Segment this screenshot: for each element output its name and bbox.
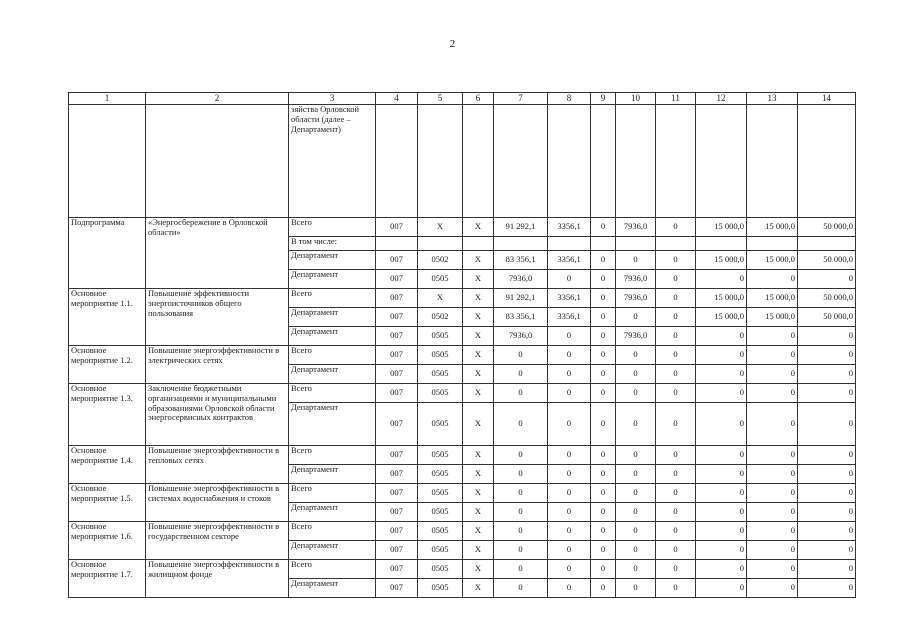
- value-cell-c5: 0505: [418, 503, 463, 522]
- value-cell-c11: [656, 237, 696, 251]
- column-header-13: 13: [747, 93, 798, 105]
- column-header-8: 8: [548, 93, 591, 105]
- activity-name: Повышение энергоэффективности в системах водоснабжения и стоков: [146, 484, 289, 522]
- value-cell-c4: 007: [376, 560, 418, 579]
- executor-cell: Всего: [289, 346, 376, 365]
- value-cell-c11: 0: [656, 365, 696, 384]
- continuation-row: [69, 105, 856, 218]
- value-cell-c10: 0: [616, 365, 656, 384]
- value-cell-c5: [418, 237, 463, 251]
- value-cell-c6: Х: [463, 465, 494, 484]
- value-cell-c8: 0: [548, 365, 591, 384]
- value-cell-c12: 0: [696, 446, 747, 465]
- value-cell-c7: 0: [494, 465, 548, 484]
- value-cell-c5: 0502: [418, 308, 463, 327]
- value-cell-c5: 0505: [418, 270, 463, 289]
- activity-name: Повышение эффективности энергоисточников общего пользования: [146, 289, 289, 346]
- value-cell-c10: 0: [616, 308, 656, 327]
- activity-type: Основное мероприятие 1.4.: [69, 446, 146, 484]
- value-cell-c11: 0: [656, 579, 696, 598]
- value-cell-c14: 0: [798, 465, 856, 484]
- value-cell-c4: 007: [376, 365, 418, 384]
- value-cell-c9: [591, 237, 616, 251]
- value-cell-c7: 0: [494, 365, 548, 384]
- continuation-empty-1: [69, 105, 146, 218]
- value-cell-c9: 0: [591, 384, 616, 403]
- value-cell-c7: 0: [494, 346, 548, 365]
- value-cell-c10: 7936,0: [616, 289, 656, 308]
- value-cell-c8: 3356,1: [548, 308, 591, 327]
- activity-type: Основное мероприятие 1.2.: [69, 346, 146, 384]
- value-cell-c13: 0: [747, 365, 798, 384]
- activity-type: Основное мероприятие 1.6.: [69, 522, 146, 560]
- value-cell-c12: 0: [696, 541, 747, 560]
- value-cell-c8: 0: [548, 384, 591, 403]
- value-cell-c11: 0: [656, 522, 696, 541]
- value-cell-c14: 0: [798, 346, 856, 365]
- table-row: [69, 484, 856, 503]
- value-cell-c9: 0: [591, 251, 616, 270]
- value-cell-c9: 0: [591, 579, 616, 598]
- value-cell-c6: Х: [463, 579, 494, 598]
- value-cell-c10: 0: [616, 384, 656, 403]
- column-header-2: 2: [146, 93, 289, 105]
- value-cell-c7: 7936,0: [494, 270, 548, 289]
- value-cell-c9: 0: [591, 560, 616, 579]
- executor-cell: Всего: [289, 560, 376, 579]
- value-cell-c9: 0: [591, 365, 616, 384]
- value-cell-c9: 0: [591, 218, 616, 237]
- executor-cell: Всего: [289, 522, 376, 541]
- column-header-14: 14: [798, 93, 856, 105]
- value-cell-c10: 0: [616, 465, 656, 484]
- value-cell-c8: 3356,1: [548, 218, 591, 237]
- header-row: [69, 93, 856, 105]
- value-cell-c7: 0: [494, 446, 548, 465]
- value-cell-c13: 0: [747, 522, 798, 541]
- value-cell-c14: 0: [798, 484, 856, 503]
- activity-type: Подпрограмма: [69, 218, 146, 289]
- value-cell-c14: 50 000,0: [798, 218, 856, 237]
- value-cell-c4: 007: [376, 503, 418, 522]
- value-cell-c12: 15 000,0: [696, 251, 747, 270]
- value-cell-c4: 007: [376, 308, 418, 327]
- value-cell-c4: 007: [376, 484, 418, 503]
- value-cell-c6: Х: [463, 308, 494, 327]
- table-row: [69, 384, 856, 403]
- executor-cell: Департамент: [289, 270, 376, 289]
- value-cell-c7: 0: [494, 560, 548, 579]
- value-cell-c9: 0: [591, 289, 616, 308]
- value-cell-c7: 91 292,1: [494, 218, 548, 237]
- executor-cell: Департамент: [289, 251, 376, 270]
- value-cell-c10: 0: [616, 522, 656, 541]
- value-cell-c13: 0: [747, 465, 798, 484]
- page-number: 2: [449, 38, 456, 50]
- value-cell-c13: 0: [747, 403, 798, 446]
- value-cell-c13: 0: [747, 327, 798, 346]
- value-cell-c12: 0: [696, 270, 747, 289]
- value-cell-c12: 0: [696, 465, 747, 484]
- value-cell-c14: 0: [798, 365, 856, 384]
- executor-cell: Всего: [289, 484, 376, 503]
- value-cell-c6: Х: [463, 365, 494, 384]
- table-row: [69, 289, 856, 308]
- value-cell-c4: 007: [376, 218, 418, 237]
- value-cell-c11: 0: [656, 560, 696, 579]
- activity-name: Повышение энергоэффективности в государственном секторе: [146, 522, 289, 560]
- value-cell-c7: 0: [494, 503, 548, 522]
- value-cell-c4: 007: [376, 251, 418, 270]
- value-cell-c12: 0: [696, 346, 747, 365]
- value-cell-c4: 007: [376, 522, 418, 541]
- value-cell-c7: 0: [494, 522, 548, 541]
- value-cell-c8: 0: [548, 327, 591, 346]
- value-cell-c5: Х: [418, 218, 463, 237]
- table-row: [69, 218, 856, 237]
- value-cell-c14: 0: [798, 327, 856, 346]
- column-header-5: 5: [418, 93, 463, 105]
- value-cell-c10: 0: [616, 560, 656, 579]
- activity-name: Повышение энергоэффективности в электрических сетях: [146, 346, 289, 384]
- value-cell-c12: 15 000,0: [696, 218, 747, 237]
- value-cell-c8: 0: [548, 522, 591, 541]
- value-cell-c13: 0: [747, 384, 798, 403]
- value-cell-c12: 0: [696, 579, 747, 598]
- continuation-text: зяйства Орловской области (далее – Департамент): [289, 105, 376, 218]
- column-header-7: 7: [494, 93, 548, 105]
- value-cell-c11: 0: [656, 308, 696, 327]
- value-cell-c11: 0: [656, 327, 696, 346]
- value-cell-c6: Х: [463, 346, 494, 365]
- value-cell-c13: 15 000,0: [747, 251, 798, 270]
- executor-cell: Департамент: [289, 308, 376, 327]
- value-cell-c5: 0505: [418, 484, 463, 503]
- value-cell-c6: Х: [463, 289, 494, 308]
- value-cell-c10: 7936,0: [616, 327, 656, 346]
- executor-cell: Всего: [289, 218, 376, 237]
- value-cell-c8: 3356,1: [548, 289, 591, 308]
- value-cell-c14: 0: [798, 384, 856, 403]
- value-cell-c4: 007: [376, 541, 418, 560]
- value-cell-c4: 007: [376, 465, 418, 484]
- column-header-11: 11: [656, 93, 696, 105]
- value-cell-c11: 0: [656, 484, 696, 503]
- value-cell-c11: 0: [656, 403, 696, 446]
- value-cell-c6: Х: [463, 503, 494, 522]
- value-cell-c8: 3356,1: [548, 251, 591, 270]
- value-cell-c6: Х: [463, 384, 494, 403]
- activity-type: Основное мероприятие 1.3.: [69, 384, 146, 446]
- value-cell-c6: Х: [463, 251, 494, 270]
- value-cell-c6: Х: [463, 446, 494, 465]
- executor-cell: Департамент: [289, 503, 376, 522]
- executor-cell: Всего: [289, 384, 376, 403]
- value-cell-c5: 0505: [418, 560, 463, 579]
- value-cell-c14: 0: [798, 541, 856, 560]
- value-cell-c14: 0: [798, 503, 856, 522]
- value-cell-c4: 007: [376, 384, 418, 403]
- value-cell-c5: 0505: [418, 446, 463, 465]
- value-cell-c9: 0: [591, 308, 616, 327]
- value-cell-c13: 15 000,0: [747, 218, 798, 237]
- value-cell-c10: 0: [616, 541, 656, 560]
- value-cell-c14: 50 000,0: [798, 251, 856, 270]
- table-row: [69, 560, 856, 579]
- value-cell-c10: 7936,0: [616, 218, 656, 237]
- value-cell-c11: 0: [656, 503, 696, 522]
- value-cell-c5: 0505: [418, 465, 463, 484]
- table-row: [69, 346, 856, 365]
- value-cell-c6: Х: [463, 541, 494, 560]
- value-cell-c12: 15 000,0: [696, 308, 747, 327]
- value-cell-c8: 0: [548, 270, 591, 289]
- value-cell-c5: 0505: [418, 541, 463, 560]
- activity-name: Повышение энергоэффективности в тепловых сетях: [146, 446, 289, 484]
- value-cell-c4: 007: [376, 403, 418, 446]
- value-cell-c11: 0: [656, 446, 696, 465]
- value-cell-c6: Х: [463, 218, 494, 237]
- value-cell-c8: 0: [548, 465, 591, 484]
- value-cell-c9: 0: [591, 327, 616, 346]
- value-cell-c11: 0: [656, 541, 696, 560]
- value-cell-c6: Х: [463, 484, 494, 503]
- value-cell-c10: 0: [616, 484, 656, 503]
- value-cell-c12: 0: [696, 384, 747, 403]
- value-cell-c7: 91 292,1: [494, 289, 548, 308]
- executor-cell: Всего: [289, 289, 376, 308]
- value-cell-c13: 0: [747, 446, 798, 465]
- value-cell-c14: 0: [798, 270, 856, 289]
- value-cell-c4: 007: [376, 346, 418, 365]
- value-cell-c10: 0: [616, 503, 656, 522]
- value-cell-c8: 0: [548, 541, 591, 560]
- activity-type: Основное мероприятие 1.1.: [69, 289, 146, 346]
- value-cell-c13: [747, 237, 798, 251]
- executor-cell: Департамент: [289, 579, 376, 598]
- value-cell-c8: [548, 237, 591, 251]
- value-cell-c4: [376, 237, 418, 251]
- value-cell-c10: 0: [616, 403, 656, 446]
- table-row: [69, 446, 856, 465]
- value-cell-c12: 0: [696, 365, 747, 384]
- value-cell-c9: 0: [591, 270, 616, 289]
- value-cell-c7: 83 356,1: [494, 308, 548, 327]
- value-cell-c10: 7936,0: [616, 270, 656, 289]
- value-cell-c14: 50 000,0: [798, 308, 856, 327]
- value-cell-c13: 0: [747, 270, 798, 289]
- value-cell-c13: 0: [747, 484, 798, 503]
- continuation-empty-2: [146, 105, 289, 218]
- column-header-6: 6: [463, 93, 494, 105]
- value-cell-c9: 0: [591, 403, 616, 446]
- value-cell-c5: 0505: [418, 522, 463, 541]
- column-header-1: 1: [69, 93, 146, 105]
- value-cell-c14: 0: [798, 446, 856, 465]
- value-cell-c8: 0: [548, 403, 591, 446]
- value-cell-c14: [798, 237, 856, 251]
- value-cell-c11: 0: [656, 289, 696, 308]
- value-cell-c14: 0: [798, 579, 856, 598]
- value-cell-c11: 0: [656, 384, 696, 403]
- column-header-4: 4: [376, 93, 418, 105]
- value-cell-c12: 0: [696, 503, 747, 522]
- value-cell-c13: 0: [747, 560, 798, 579]
- executor-cell: Департамент: [289, 541, 376, 560]
- value-cell-c5: 0505: [418, 327, 463, 346]
- value-cell-c13: 0: [747, 579, 798, 598]
- value-cell-c5: 0505: [418, 403, 463, 446]
- value-cell-c4: 007: [376, 579, 418, 598]
- executor-cell: Департамент: [289, 327, 376, 346]
- value-cell-c7: 83 356,1: [494, 251, 548, 270]
- value-cell-c4: 007: [376, 270, 418, 289]
- value-cell-c5: 0505: [418, 579, 463, 598]
- value-cell-c7: 7936,0: [494, 327, 548, 346]
- value-cell-c13: 15 000,0: [747, 289, 798, 308]
- executor-cell: Департамент: [289, 403, 376, 446]
- value-cell-c11: 0: [656, 218, 696, 237]
- value-cell-c12: 15 000,0: [696, 289, 747, 308]
- value-cell-c9: 0: [591, 541, 616, 560]
- value-cell-c11: 0: [656, 270, 696, 289]
- value-cell-c13: 15 000,0: [747, 308, 798, 327]
- value-cell-c9: 0: [591, 522, 616, 541]
- value-cell-c5: 0505: [418, 384, 463, 403]
- value-cell-c4: 007: [376, 289, 418, 308]
- executor-cell: В том числе:: [289, 237, 376, 251]
- value-cell-c14: 0: [798, 560, 856, 579]
- value-cell-c13: 0: [747, 346, 798, 365]
- value-cell-c7: 0: [494, 384, 548, 403]
- value-cell-c5: 0502: [418, 251, 463, 270]
- value-cell-c11: 0: [656, 346, 696, 365]
- value-cell-c9: 0: [591, 465, 616, 484]
- value-cell-c13: 0: [747, 503, 798, 522]
- value-cell-c9: 0: [591, 503, 616, 522]
- value-cell-c14: 0: [798, 522, 856, 541]
- value-cell-c9: 0: [591, 484, 616, 503]
- value-cell-c14: 0: [798, 403, 856, 446]
- executor-cell: Департамент: [289, 365, 376, 384]
- value-cell-c10: 0: [616, 579, 656, 598]
- value-cell-c5: 0505: [418, 346, 463, 365]
- value-cell-c8: 0: [548, 346, 591, 365]
- value-cell-c4: 007: [376, 446, 418, 465]
- value-cell-c6: [463, 237, 494, 251]
- value-cell-c8: 0: [548, 579, 591, 598]
- activity-type: Основное мероприятие 1.5.: [69, 484, 146, 522]
- value-cell-c7: [494, 237, 548, 251]
- column-header-9: 9: [591, 93, 616, 105]
- value-cell-c10: [616, 237, 656, 251]
- column-header-3: 3: [289, 93, 376, 105]
- value-cell-c14: 50 000,0: [798, 289, 856, 308]
- value-cell-c6: Х: [463, 403, 494, 446]
- value-cell-c7: 0: [494, 579, 548, 598]
- column-header-12: 12: [696, 93, 747, 105]
- value-cell-c10: 0: [616, 346, 656, 365]
- value-cell-c9: 0: [591, 446, 616, 465]
- activity-name: Повышение энергоэффективности в жилищном фонде: [146, 560, 289, 598]
- value-cell-c8: 0: [548, 446, 591, 465]
- executor-cell: Департамент: [289, 465, 376, 484]
- value-cell-c7: 0: [494, 484, 548, 503]
- value-cell-c8: 0: [548, 560, 591, 579]
- value-cell-c7: 0: [494, 403, 548, 446]
- activity-type: Основное мероприятие 1.7.: [69, 560, 146, 598]
- value-cell-c12: 0: [696, 403, 747, 446]
- value-cell-c8: 0: [548, 484, 591, 503]
- value-cell-c12: 0: [696, 522, 747, 541]
- value-cell-c7: 0: [494, 541, 548, 560]
- value-cell-c12: [696, 237, 747, 251]
- value-cell-c6: Х: [463, 270, 494, 289]
- value-cell-c6: Х: [463, 560, 494, 579]
- activity-name: «Энергосбережение в Орловской области»: [146, 218, 289, 289]
- value-cell-c11: 0: [656, 465, 696, 484]
- value-cell-c10: 0: [616, 251, 656, 270]
- column-header-10: 10: [616, 93, 656, 105]
- value-cell-c12: 0: [696, 484, 747, 503]
- value-cell-c6: Х: [463, 522, 494, 541]
- activity-name: Заключение бюджетными организациями и муниципальными образованиями Орловской области энергосервисных контрактов: [146, 384, 289, 446]
- value-cell-c13: 0: [747, 541, 798, 560]
- value-cell-c10: 0: [616, 446, 656, 465]
- executor-cell: Всего: [289, 446, 376, 465]
- budget-table: [68, 92, 856, 598]
- value-cell-c5: Х: [418, 289, 463, 308]
- value-cell-c5: 0505: [418, 365, 463, 384]
- value-cell-c9: 0: [591, 346, 616, 365]
- value-cell-c12: 0: [696, 327, 747, 346]
- table-row: [69, 522, 856, 541]
- value-cell-c11: 0: [656, 251, 696, 270]
- value-cell-c6: Х: [463, 327, 494, 346]
- value-cell-c12: 0: [696, 560, 747, 579]
- value-cell-c8: 0: [548, 503, 591, 522]
- value-cell-c4: 007: [376, 327, 418, 346]
